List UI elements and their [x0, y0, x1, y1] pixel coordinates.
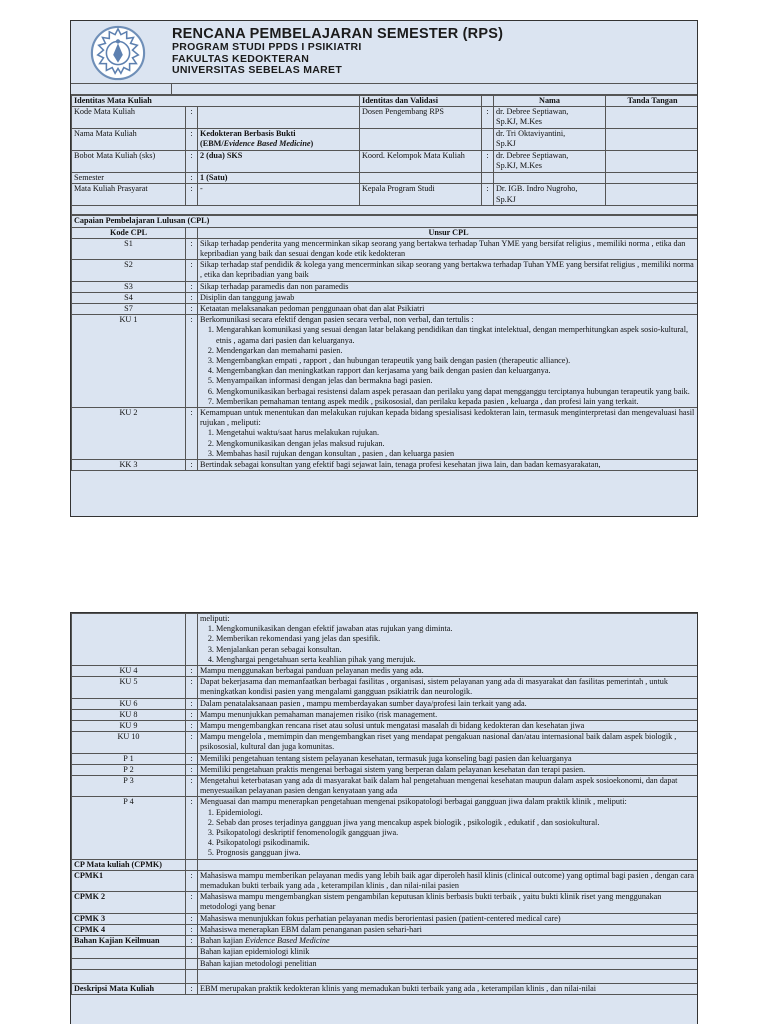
validation-label: Kepala Program Studi — [360, 184, 482, 206]
cpl-text: Sikap terhadap penderita yang mencerminkan sikap seorang yang bertakwa terhadap Tuhan YME yang bersifat religius , memiliki norma , etika dan kepribadian yang baik dan sesuai dengan kode etik kedokteran — [198, 238, 699, 259]
cpl-code-header: Kode CPL — [72, 227, 186, 238]
table-row: KK 3 : Bertindak sebagai konsultan yang efektif bagi sejawat lain, tenaga profesi kesehatan jiwa lain, dan badan kemasyarakatan, — [72, 460, 699, 471]
cpl-text: Bertindak sebagai konsultan yang efektif bagi sejawat lain, tenaga profesi kesehatan jiwa lain, dan badan kemasyarakatan, — [198, 460, 699, 471]
bahan-item: Bahan kajian metodologi penelitian — [198, 958, 699, 969]
list-item: 1. Mengarahkan komunikasi yang sesuai dengan latar belakang pendidikan dan tingkat intelektual, dengan memperhitungkan aspek sosio-kultural, etnis , agama dari pasien dan keluarganya. — [216, 325, 697, 345]
list-item: 3. Menjalankan peran sebagai konsultan. — [216, 645, 697, 655]
identity-label: Nama Mata Kuliah — [72, 129, 186, 151]
signature-cell — [606, 184, 698, 206]
cpmk-code: CPMK 4 — [72, 924, 186, 935]
cpl-code: P 4 — [72, 797, 186, 859]
list-item: 4. Menghargai pengetahuan serta keahlian pihak yang merujuk. — [216, 655, 697, 665]
cpl-text: Kemampuan untuk menentukan dan melakukan rujukan kepada bidang spesialisasi kedokteran lain, termasuk menginterpretasi dan mengevaluasi hasil rujukan , meliputi: 1. Mengetahui waktu/saat harus melakukan rujukan. 2. Mengkomunikasikan dengan jelas maksud rujukan. 3. Membahas hasil rujukan dengan konsultan , pasien , dan keluarga pasien — [198, 408, 699, 460]
table-row — [72, 947, 699, 958]
faculty-name: FAKULTAS KEDOKTERAN — [172, 52, 310, 65]
table-row: S2 : Sikap terhadap staf pendidik & kolega yang mencerminkan sikap seorang yang bertakwa terhadap Tuhan YME yang bersifat religius , memiliki norma , etika dan kepribadian yang baik — [72, 260, 699, 281]
cpl-table — [71, 215, 698, 471]
table-row: P 4 : Menguasai dan mampu menerapkan pengetahuan mengenai psikopatologi berbagai gangguan jiwa dalam praktik klinik , meliputi: 1. Epidemiologi. 2. Sebab dan proses terjadinya gangguan jiwa yang mencakup aspek biologik , psikologik , edukatif , dan sosiokultural. 3. Psikopatologi deskriptif fenomenologik gangguan jiwa. 4. Psikopatologi psikodinamik. 5. Prognosis gangguan jiwa. — [72, 797, 699, 859]
table-row: KU 10 : Mampu mengelola , memimpin dan mengembangkan riset yang mendapat pengakuan nasional dan/atau internasional baik dalam aspek biologik , psikososial, kultural dan juga komunitas. — [72, 732, 699, 753]
bahan-label: Bahan Kajian Keilmuan — [72, 936, 186, 947]
signature-cell — [606, 107, 698, 129]
cpl-text: Mampu mengembangkan rencana riset atau solusi untuk mengatasi masalah di bidang kedokteran dan kesehatan jiwa — [198, 721, 699, 732]
cpl-code: S1 — [72, 238, 186, 259]
list-item: 2. Memberikan rekomendasi yang jelas dan spesifik. — [216, 634, 697, 644]
cpmk-code: CPMK1 — [72, 870, 186, 891]
cpl-code: P 3 — [72, 776, 186, 797]
validation-label: Koord. Kelompok Mata Kuliah — [360, 151, 482, 173]
list-item: 5. Prognosis gangguan jiwa. — [216, 848, 697, 858]
signature-cell — [606, 129, 698, 151]
table-row: KU 6 : Dalam penatalaksanaan pasien , mampu memberdayakan sumber daya/profesi lain terkait yang ada. — [72, 698, 699, 709]
deskripsi-label: Deskripsi Mata Kuliah — [72, 983, 186, 994]
table-row: KU 4 : Mampu menggunakan berbagai panduan pelayanan medis yang ada. — [72, 666, 699, 677]
cpl-section-label: Capaian Pembelajaran Lulusan (CPL) — [72, 216, 699, 227]
cpmk-code: CPMK 3 — [72, 913, 186, 924]
cpl-text: Ketaatan melaksanakan pedoman penggunaan obat dan alat Psikiatri — [198, 304, 699, 315]
cpl-code: KK 3 — [72, 460, 186, 471]
table-row: CPMK 2 : Mahasiswa mampu mengembangkan sistem pengambilan keputusan klinis berbasis bukti terbaik , yaitu bukti klinik riset yang menggunakan metodologi yang benar — [72, 892, 699, 913]
validation-label — [360, 129, 482, 151]
table-row — [72, 958, 699, 969]
cpl-code: KU 6 — [72, 698, 186, 709]
deskripsi-text: EBM merupakan praktik kedokteran klinis yang memadukan bukti terbaik yang ada , keterampilan klinis , dan nilai-nilai — [198, 983, 699, 994]
cpl-text: Memiliki pengetahuan tentang sistem pelayanan kesehatan, termasuk juga konseling bagi pasien dan keluarganya — [198, 753, 699, 764]
cpl-text: meliputi: 1. Mengkomunikasikan dengan efektif jawaban atas rujukan yang diminta. 2. Memberikan rekomendasi yang jelas dan spesifik. 3. Menjalankan peran sebagai konsultan. 4. Menghargai pengetahuan serta keahlian pihak yang merujuk. — [198, 614, 699, 666]
list-item: 1. Epidemiologi. — [216, 808, 697, 818]
validator-name: dr. Debree Septiawan, Sp.KJ, M.Kes — [494, 151, 606, 173]
validation-section-label: Identitas dan Validasi — [360, 96, 482, 107]
cpl-text: Memiliki pengetahuan praktis mengenai berbagai sistem yang berperan dalam pelayanan kesehatan dan terapi pasien. — [198, 764, 699, 775]
table-row: KU 1 : Berkomunikasi secara efektif dengan pasien secara verbal, non verbal, dan tertulis : 1. Mengarahkan komunikasi yang sesuai dengan latar belakang pendidikan dan tingkat intelektual, dengan memperhitungkan aspek sosio-kultural, etnis , agama dari pasien dan keluarganya. 2. Mendengarkan dan memahami pasien. 3. Mengembangkan empati , rapport , dan hubungan terapeutik yang baik dengan pasien (therapeutic alliance). 4. Mengembangkan dan meningkatkan rapport dan kerjasama yang baik dengan pasien dan keluarganya. 5. Menyampaikan informasi dengan jelas dan bermakna bagi pasien. 6. Mengkomunikasikan berbagai resistensi dalam aspek perasaan dan perilaku yang dapat mengganggu terciptanya hubungan terapeutik yang baik. 7. Memberikan pemahaman tentang aspek medik , psikososial, dan perilaku kepada pasien , keluarga , dan profesi lain yang terkait. — [72, 315, 699, 408]
table-row: KU 2 : Kemampuan untuk menentukan dan melakukan rujukan kepada bidang spesialisasi kedokteran lain, termasuk menginterpretasi dan mengevaluasi hasil rujukan , meliputi: 1. Mengetahui waktu/saat harus melakukan rujukan. 2. Mengkomunikasikan dengan jelas maksud rujukan. 3. Membahas hasil rujukan dengan konsultan , pasien , dan keluarga pasien — [72, 408, 699, 460]
cpl-code: KU 8 — [72, 709, 186, 720]
identity-value: 2 (dua) SKS — [198, 151, 360, 173]
list-item: 3. Psikopatologi deskriptif fenomenologik gangguan jiwa. — [216, 828, 697, 838]
cpmk-code: CPMK 2 — [72, 892, 186, 913]
identity-label: Bobot Mata Kuliah (sks) — [72, 151, 186, 173]
cpl-code: S7 — [72, 304, 186, 315]
table-row: CPMK 4 : Mahasiswa menerapkan EBM dalam penanganan pasien sehari-hari — [72, 924, 699, 935]
cpl-table-continued — [71, 613, 698, 995]
table-row: P 2 : Memiliki pengetahuan praktis mengenai berbagai sistem yang berperan dalam pelayanan kesehatan dan terapi pasien. — [72, 764, 699, 775]
cpl-code: KU 10 — [72, 732, 186, 753]
program-name: PROGRAM STUDI PPDS I PSIKIATRI — [172, 41, 362, 53]
course-name-value: Kedokteran Berbasis Bukti (EBM/Evidence Based Medicine) — [198, 129, 360, 151]
document-header — [71, 21, 697, 84]
list-item: 2. Mengkomunikasikan dengan jelas maksud rujukan. — [216, 439, 697, 449]
cpl-text: Mampu menggunakan berbagai panduan pelayanan medis yang ada. — [198, 666, 699, 677]
cpl-text: Sikap terhadap paramedis dan non paramedis — [198, 281, 699, 292]
list-item: 5. Menyampaikan informasi dengan jelas dan bermakna bagi pasien. — [216, 376, 697, 386]
table-row: KU 9 : Mampu mengembangkan rencana riset atau solusi untuk mengatasi masalah di bidang kedokteran dan kesehatan jiwa — [72, 721, 699, 732]
cpl-text: Menguasai dan mampu menerapkan pengetahuan mengenai psikopatologi berbagai gangguan jiwa dalam praktik klinik , meliputi: 1. Epidemiologi. 2. Sebab dan proses terjadinya gangguan jiwa yang mencakup aspek biologik , psikologik , edukatif , dan sosiokultural. 3. Psikopatologi deskriptif fenomenologik gangguan jiwa. 4. Psikopatologi psikodinamik. 5. Prognosis gangguan jiwa. — [198, 797, 699, 859]
cpl-code: KU 5 — [72, 677, 186, 698]
cpl-text: Dapat bekerjasama dan memanfaatkan berbagai fasilitas , organisasi, sistem pelayanan yang ada di masyarakat dan fasilitas pemerintah , untuk meningkatkan kondisi pasien yang mengalami gangguan psikiatrik dan neurologik. — [198, 677, 699, 698]
cpl-element-header: Unsur CPL — [198, 227, 699, 238]
table-row: KU 5 : Dapat bekerjasama dan memanfaatkan berbagai fasilitas , organisasi, sistem pelayanan yang ada di masyarakat dan fasilitas pemerintah , untuk meningkatkan kondisi pasien yang mengalami gangguan psikiatrik dan neurologik. — [72, 677, 699, 698]
table-row: P 1 : Memiliki pengetahuan tentang sistem pelayanan kesehatan, termasuk juga konseling bagi pasien dan keluarganya — [72, 753, 699, 764]
list-item: 7. Memberikan pemahaman tentang aspek medik , psikososial, dan perilaku kepada pasien , keluarga , dan profesi lain yang terkait. — [216, 397, 697, 407]
document-page-1 — [70, 20, 698, 517]
identity-value — [198, 107, 360, 129]
bahan-item: Bahan kajian epidemiologi klinik — [198, 947, 699, 958]
cpl-text: Mampu mengelola , memimpin dan mengembangkan riset yang mendapat pengakuan nasional dan/atau internasional baik dalam aspek biologik , psikososial, kultural dan juga komunitas. — [198, 732, 699, 753]
cpl-code: S3 — [72, 281, 186, 292]
identity-value: 1 (Satu) — [198, 173, 360, 184]
table-row: S1 : Sikap terhadap penderita yang mencerminkan sikap seorang yang bertakwa terhadap Tuhan YME yang bersifat religius , memiliki norma , etika dan kepribadian yang baik dan sesuai dengan kode etik kedokteran — [72, 238, 699, 259]
table-row: Bahan Kajian Keilmuan : Bahan kajian Evidence Based Medicine — [72, 936, 699, 947]
cpmk-section-label: CP Mata kuliah (CPMK) — [72, 859, 186, 870]
name-header: Nama — [494, 96, 606, 107]
cpl-code: S2 — [72, 260, 186, 281]
university-logo-icon — [89, 24, 147, 82]
cpl-text: Mengetahui keterbatasan yang ada di masyarakat baik dalam hal pengetahuan mengenai kesehatan maupun dalam aspek sosioekonomi, dan dapat menyesuaikan pelayanan pasien dengan kenyataan yang ada — [198, 776, 699, 797]
cpl-text: Berkomunikasi secara efektif dengan pasien secara verbal, non verbal, dan tertulis : 1. Mengarahkan komunikasi yang sesuai dengan latar belakang pendidikan dan tingkat intelektual, dengan memperhitungkan aspek sosio-kultural, etnis , agama dari pasien dan keluarganya. 2. Mendengarkan dan memahami pasien. 3. Mengembangkan empati , rapport , dan hubungan terapeutik yang baik dengan pasien (therapeutic alliance). 4. Mengembangkan dan meningkatkan rapport dan kerjasama yang baik dengan pasien dan keluarganya. 5. Menyampaikan informasi dengan jelas dan bermakna bagi pasien. 6. Mengkomunikasikan berbagai resistensi dalam aspek perasaan dan perilaku yang dapat mengganggu terciptanya hubungan terapeutik yang baik. 7. Memberikan pemahaman tentang aspek medik , psikososial, dan perilaku kepada pasien , keluarga , dan profesi lain yang terkait. — [198, 315, 699, 408]
cpl-text: Mampu menunjukkan pemahaman manajemen risiko (risk management. — [198, 709, 699, 720]
table-row: P 3 : Mengetahui keterbatasan yang ada di masyarakat baik dalam hal pengetahuan mengenai kesehatan maupun dalam aspek sosioekonomi, dan dapat menyesuaikan pelayanan pasien dengan kenyataan yang ada — [72, 776, 699, 797]
validation-label: Dosen Pengembang RPS — [360, 107, 482, 129]
table-row: CPMK1 : Mahasiswa mampu memberikan pelayanan medis yang lebih baik agar diperoleh hasil klinis (clinical outcome) yang optimal bagi pasien , dengan cara memadukan bukti terbaik yang ada , keterampilan klinis , dan nilai-nilai pasien — [72, 870, 699, 891]
table-row: S4 : Disiplin dan tanggung jawab — [72, 292, 699, 303]
signature-header: Tanda Tangan — [606, 96, 698, 107]
table-row: CPMK 3 : Mahasiswa menunjukkan fokus perhatian pelayanan medis berorientasi pasien (patient-centered medical care) — [72, 913, 699, 924]
cpmk-text: Mahasiswa mampu memberikan pelayanan medis yang lebih baik agar diperoleh hasil klinis (clinical outcome) yang optimal bagi pasien , dengan cara memadukan bukti terbaik yang ada , keterampilan klinis , dan nilai-nilai pasien — [198, 870, 699, 891]
list-item: 2. Sebab dan proses terjadinya gangguan jiwa yang mencakup aspek biologik , psikologik , edukatif , dan sosiokultural. — [216, 818, 697, 828]
cpl-code: KU 1 — [72, 315, 186, 408]
table-row: S7 : Ketaatan melaksanakan pedoman penggunaan obat dan alat Psikiatri — [72, 304, 699, 315]
cpmk-text: Mahasiswa menerapkan EBM dalam penanganan pasien sehari-hari — [198, 924, 699, 935]
cpl-text: Sikap terhadap staf pendidik & kolega yang mencerminkan sikap seorang yang bertakwa terhadap Tuhan YME yang bersifat religius , memiliki norma , etika dan kepribadian yang baik — [198, 260, 699, 281]
list-item: 1. Mengetahui waktu/saat harus melakukan rujukan. — [216, 428, 697, 438]
document-title: RENCANA PEMBELAJARAN SEMESTER (RPS) — [172, 26, 504, 42]
university-name: UNIVERSITAS SEBELAS MARET — [172, 64, 343, 76]
cpl-code: KU 9 — [72, 721, 186, 732]
bahan-item: Bahan kajian Evidence Based Medicine — [198, 936, 699, 947]
list-item: 3. Mengembangkan empati , rapport , dan hubungan terapeutik yang baik dengan pasien (therapeutic alliance). — [216, 356, 697, 366]
identity-value: - — [198, 184, 360, 206]
table-row: Deskripsi Mata Kuliah : EBM merupakan praktik kedokteran klinis yang memadukan bukti terbaik yang ada , keterampilan klinis , dan nilai-nilai — [72, 983, 699, 994]
identity-table: Identitas Mata Kuliah Identitas dan Validasi Nama Tanda Tangan Kode Mata Kuliah : Dosen Pengembang RPS : dr. Debree Septiawan, Sp.KJ, M.Kes Nama Mata Kuliah : Kedokteran Berbasis Bukti (EBM/Evidence Based Medicine) dr. Tri Oktaviyantini, Sp.KJ Bobot Mata Kuliah (sks) : 2 (dua) SKS Koord. Kelompok Mata Kuliah : dr. Debree Septiawan, Sp.KJ, M.Kes Semester : 1 (Satu) Mata Kuliah Prasyarat : - Kepala Program Studi : Dr. IGB. Indro Nugroho, Sp.KJ — [71, 95, 698, 215]
document-page-2 — [70, 612, 698, 1024]
cpl-code: P 1 — [72, 753, 186, 764]
list-item: 4. Mengembangkan dan meningkatkan rapport dan kerjasama yang baik dengan pasien dan keluarganya. — [216, 366, 697, 376]
identity-label: Mata Kuliah Prasyarat — [72, 184, 186, 206]
cpl-code: S4 — [72, 292, 186, 303]
list-item: 4. Psikopatologi psikodinamik. — [216, 838, 697, 848]
cpl-text: Dalam penatalaksanaan pasien , mampu memberdayakan sumber daya/profesi lain terkait yang ada. — [198, 698, 699, 709]
validator-name: dr. Debree Septiawan, Sp.KJ, M.Kes — [494, 107, 606, 129]
list-item: 3. Membahas hasil rujukan dengan konsultan , pasien , dan keluarga pasien — [216, 449, 697, 459]
cpl-code: KU 4 — [72, 666, 186, 677]
validator-name: Dr. IGB. Indro Nugroho, Sp.KJ — [494, 184, 606, 206]
header-spacer-row — [71, 84, 697, 95]
table-row: S3 : Sikap terhadap paramedis dan non paramedis — [72, 281, 699, 292]
cpl-code: P 2 — [72, 764, 186, 775]
cpmk-text: Mahasiswa menunjukkan fokus perhatian pelayanan medis berorientasi pasien (patient-centered medical care) — [198, 913, 699, 924]
validator-name: dr. Tri Oktaviyantini, Sp.KJ — [494, 129, 606, 151]
cpl-code: KU 2 — [72, 408, 186, 460]
list-item: 6. Mengkomunikasikan berbagai resistensi dalam aspek perasaan dan perilaku yang dapat mengganggu terciptanya hubungan terapeutik yang baik. — [216, 387, 697, 397]
table-row — [72, 614, 699, 666]
signature-cell — [606, 151, 698, 173]
list-item: 1. Mengkomunikasikan dengan efektif jawaban atas rujukan yang diminta. — [216, 624, 697, 634]
cpmk-text: Mahasiswa mampu mengembangkan sistem pengambilan keputusan klinis berbasis bukti terbaik , yaitu bukti klinik riset yang menggunakan metodologi yang benar — [198, 892, 699, 913]
identity-label: Kode Mata Kuliah — [72, 107, 186, 129]
list-item: 2. Mendengarkan dan memahami pasien. — [216, 346, 697, 356]
identity-label: Semester — [72, 173, 186, 184]
identity-section-label: Identitas Mata Kuliah — [72, 96, 360, 107]
table-row: KU 8 : Mampu menunjukkan pemahaman manajemen risiko (risk management. — [72, 709, 699, 720]
cpl-text: Disiplin dan tanggung jawab — [198, 292, 699, 303]
